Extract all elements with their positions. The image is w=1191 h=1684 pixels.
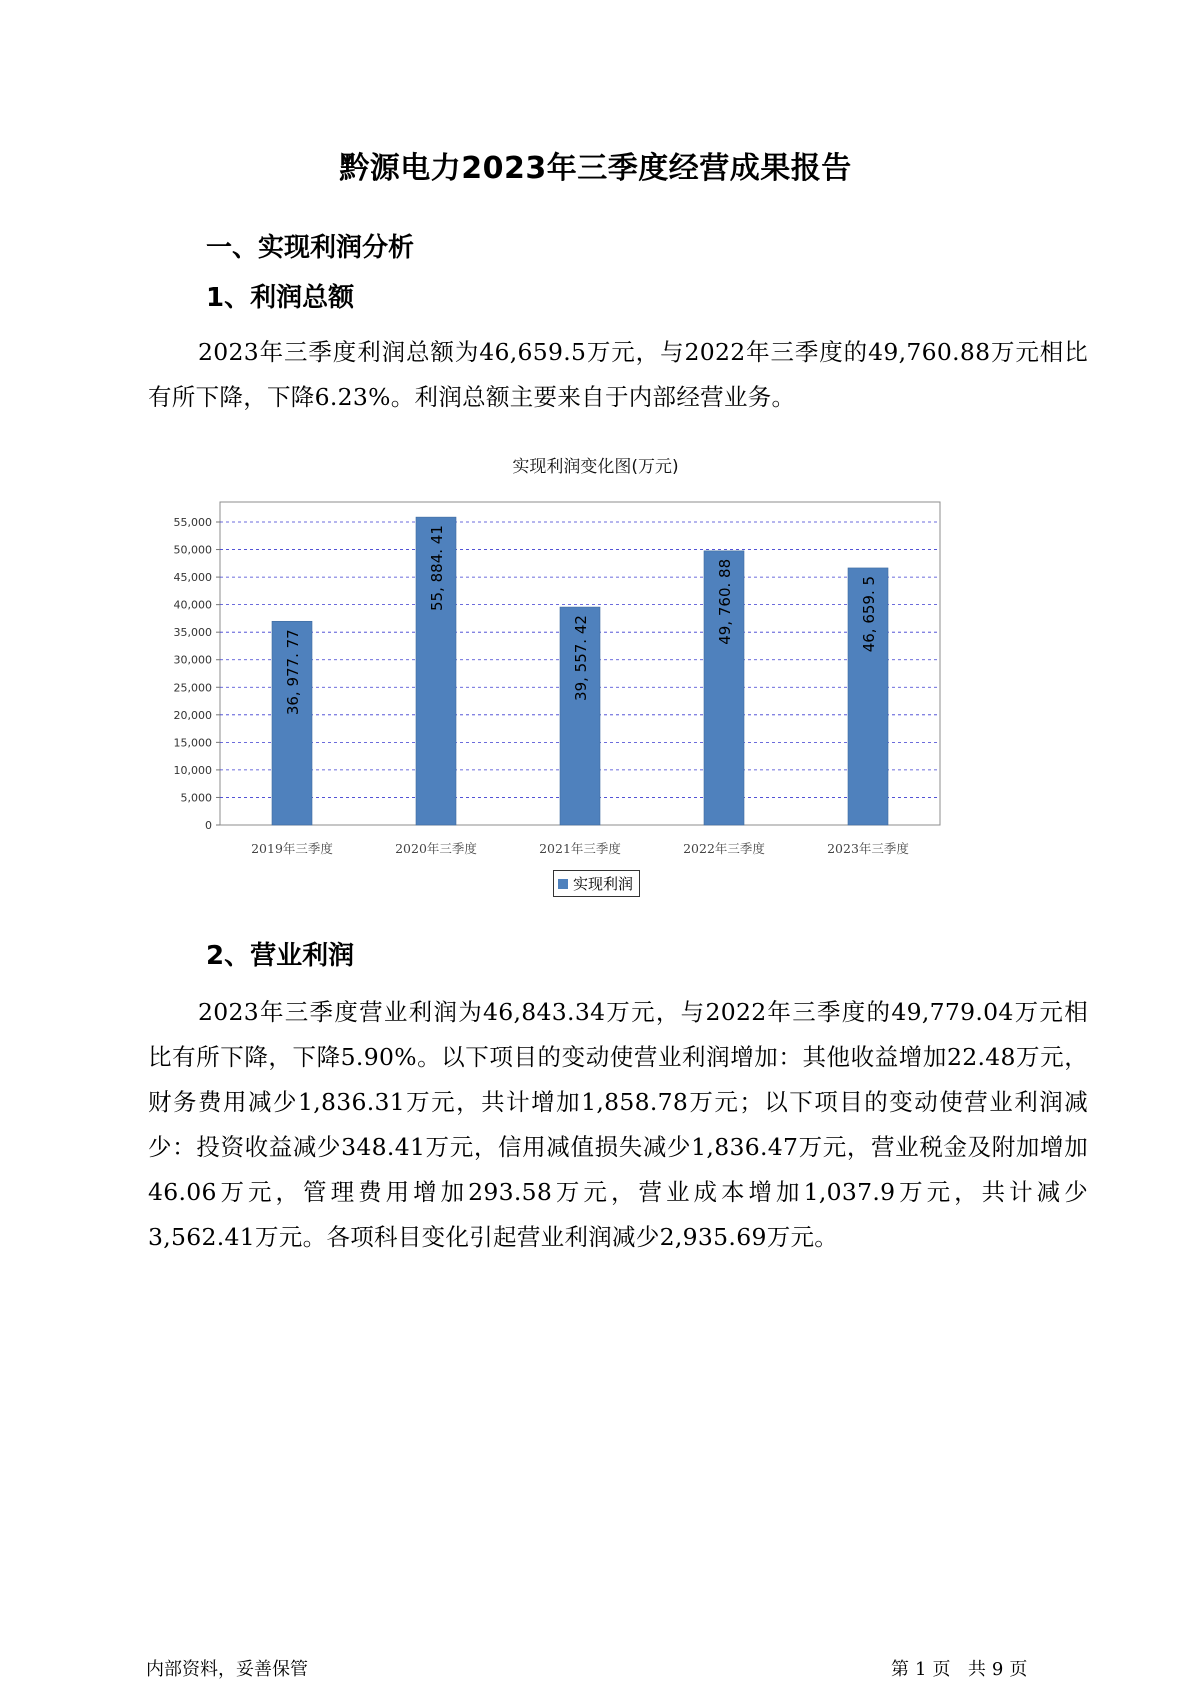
profit-bar-chart <box>150 480 950 856</box>
document-title: 黔源电力2023年三季度经营成果报告 <box>339 151 852 186</box>
section-heading-profit-analysis: 一、实现利润分析 <box>206 233 415 263</box>
subsection-heading-total-profit: 1、利润总额 <box>206 283 355 313</box>
bar-data-label: 46, 659. 5 <box>860 575 878 653</box>
paragraph-total-profit: 2023年三季度利润总额为46,659.5万元，与2022年三季度的49,760.88万元相比有所下降，下降6.23%。利润总额主要来自于内部经营业务。 <box>148 338 1088 411</box>
y-tick-label: 20,000 <box>173 708 212 722</box>
y-tick-label: 0 <box>205 819 212 832</box>
y-tick-label: 35,000 <box>173 626 212 640</box>
paragraph-operating-profit: 2023年三季度营业利润为46,843.34万元，与2022年三季度的49,779.04万元相比有所下降，下降5.90%。以下项目的变动使营业利润增加：其他收益增加22.48万元，财务费用减少1,836.31万元，共计增加1,858.78万元；以下项目的变动使营业利润减少：投资收益减少348.41万元，信用减值损失减少1,836.47万元，营业税金及附加增加46.06万元，管理费用增加293.58万元，营业成本增加1,037.9万元，共计减少3,562.41万元。各项科目变化引起营业利润减少2,935.69万元。 <box>148 998 1088 1251</box>
y-tick-label: 40,000 <box>173 598 212 612</box>
legend-label: 实现利润 <box>573 875 634 893</box>
y-tick-label: 45,000 <box>173 571 212 585</box>
y-tick-label: 50,000 <box>173 543 212 557</box>
footer-confidential-note: 内部资料，妥善保管 <box>146 1659 308 1680</box>
chart-legend <box>553 870 640 897</box>
page-total-unit: 页 <box>1009 1659 1028 1680</box>
x-tick-label: 2021年三季度 <box>539 841 621 856</box>
bar-data-label: 55, 884. 41 <box>428 525 446 612</box>
page-total: 9 <box>991 1659 1004 1680</box>
y-tick-label: 55,000 <box>173 516 212 529</box>
chart-title: 实现利润变化图(万元) <box>512 457 679 477</box>
x-tick-label: 2019年三季度 <box>251 841 333 856</box>
x-tick-label: 2020年三季度 <box>395 841 477 856</box>
bar-data-label: 49, 760. 88 <box>716 558 734 645</box>
y-tick-label: 15,000 <box>173 736 212 750</box>
y-tick-label: 25,000 <box>173 681 212 695</box>
y-tick-label: 30,000 <box>173 653 212 667</box>
y-tick-label: 10,000 <box>173 763 212 777</box>
subsection-heading-operating-profit: 2、营业利润 <box>206 941 355 971</box>
bar-data-label: 39, 557. 42 <box>572 615 590 701</box>
page-total-prefix: 共 <box>967 1659 986 1680</box>
y-tick-label: 5,000 <box>180 791 212 805</box>
page-current: 1 <box>915 1659 927 1680</box>
legend-swatch <box>558 879 568 889</box>
page-unit: 页 <box>932 1659 951 1680</box>
x-tick-label: 2022年三季度 <box>683 841 765 856</box>
x-tick-label: 2023年三季度 <box>827 841 909 856</box>
footer-page-number <box>888 1655 1030 1681</box>
page-prefix: 第 <box>891 1659 909 1680</box>
bar-data-label: 36, 977. 77 <box>284 629 302 716</box>
